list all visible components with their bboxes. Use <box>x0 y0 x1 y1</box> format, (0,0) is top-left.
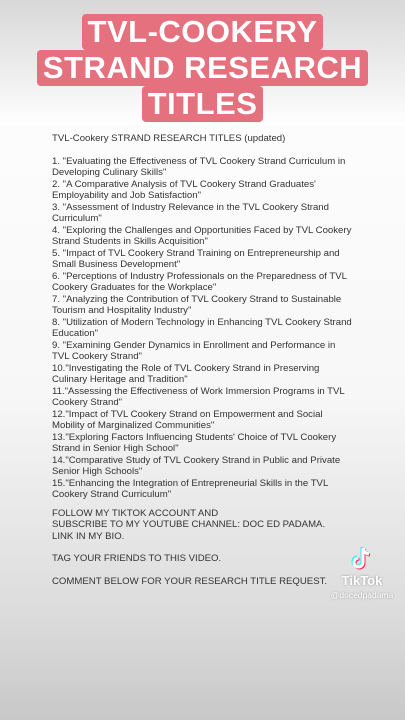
list-item: 13."Exploring Factors Influencing Students' Choice of TVL Cookery Strand in Senior High School" <box>52 431 337 454</box>
research-titles-list <box>52 156 352 501</box>
list-item: 8. "Utilization of Modern Technology in Enhancing TVL Cookery Strand Education" <box>52 316 352 339</box>
list-item: 7. "Analyzing the Contribution of TVL Cookery Strand to Sustainable Tourism and Hospitality Industry" <box>52 293 342 316</box>
tiktok-handle: @docedpadama <box>330 590 394 600</box>
document-content <box>52 133 352 598</box>
follow-line-1: FOLLOW MY TIKTOK ACCOUNT AND <box>52 507 219 519</box>
list-item: 14."Comparative Study of TVL Cookery Strand in Public and Private Senior High Schools" <box>52 454 341 477</box>
follow-note <box>52 508 352 543</box>
list-item: 3. "Assessment of Industry Relevance in the TVL Cookery Strand Curriculum" <box>52 201 329 224</box>
list-item: 9. "Examining Gender Dynamics in Enrollment and Performance in TVL Cookery Strand" <box>52 339 336 362</box>
tiktok-logo-icon <box>349 545 375 573</box>
follow-line-2: SUBSCRIBE TO MY YOUTUBE CHANNEL: DOC ED PADAMA. <box>52 519 326 530</box>
list-item: 6. "Perceptions of Industry Professionals on the Preparedness of TVL Cookery Graduates for the Workplace" <box>52 270 347 293</box>
banner-line-1: TVL-COOKERY <box>82 14 324 50</box>
document-header: TVL-Cookery STRAND RESEARCH TITLES (updated) <box>52 133 286 144</box>
tag-note: TAG YOUR FRIENDS TO THIS VIDEO. <box>52 553 222 564</box>
comment-note: COMMENT BELOW FOR YOUR RESEARCH TITLE REQUEST. <box>52 575 328 587</box>
list-item: 2. "A Comparative Analysis of TVL Cookery Strand Graduates' Employability and Job Satisfaction" <box>52 178 316 201</box>
banner-line-2: STRAND RESEARCH <box>37 50 368 86</box>
list-item: 5. "Impact of TVL Cookery Strand Training on Entrepreneurship and Small Business Development" <box>52 247 340 270</box>
list-item: 15."Enhancing the Integration of Entrepreneurial Skills in the TVL Cookery Strand Curriculum" <box>52 477 328 500</box>
tiktok-brand-text: TikTok <box>341 573 383 588</box>
list-item: 10."Investigating the Role of TVL Cookery Strand in Preserving Culinary Heritage and Tradition" <box>52 362 320 385</box>
list-item: 11."Assessing the Effectiveness of Work Immersion Programs in TVL Cookery Strand" <box>52 385 345 408</box>
follow-line-3: LINK IN MY BIO. <box>52 530 125 542</box>
list-item: 12."Impact of TVL Cookery Strand on Empowerment and Social Mobility of Marginalized Communities" <box>52 408 323 431</box>
footer-notes <box>52 508 352 588</box>
tiktok-watermark <box>318 545 405 600</box>
list-item: 1. "Evaluating the Effectiveness of TVL Cookery Strand Curriculum in Developing Culinary Skills" <box>52 155 346 178</box>
title-banner <box>0 14 405 122</box>
banner-line-3: TITLES <box>142 86 264 122</box>
list-item: 4. "Exploring the Challenges and Opportunities Faced by TVL Cookery Strand Students in Skills Acquisition" <box>52 224 352 247</box>
